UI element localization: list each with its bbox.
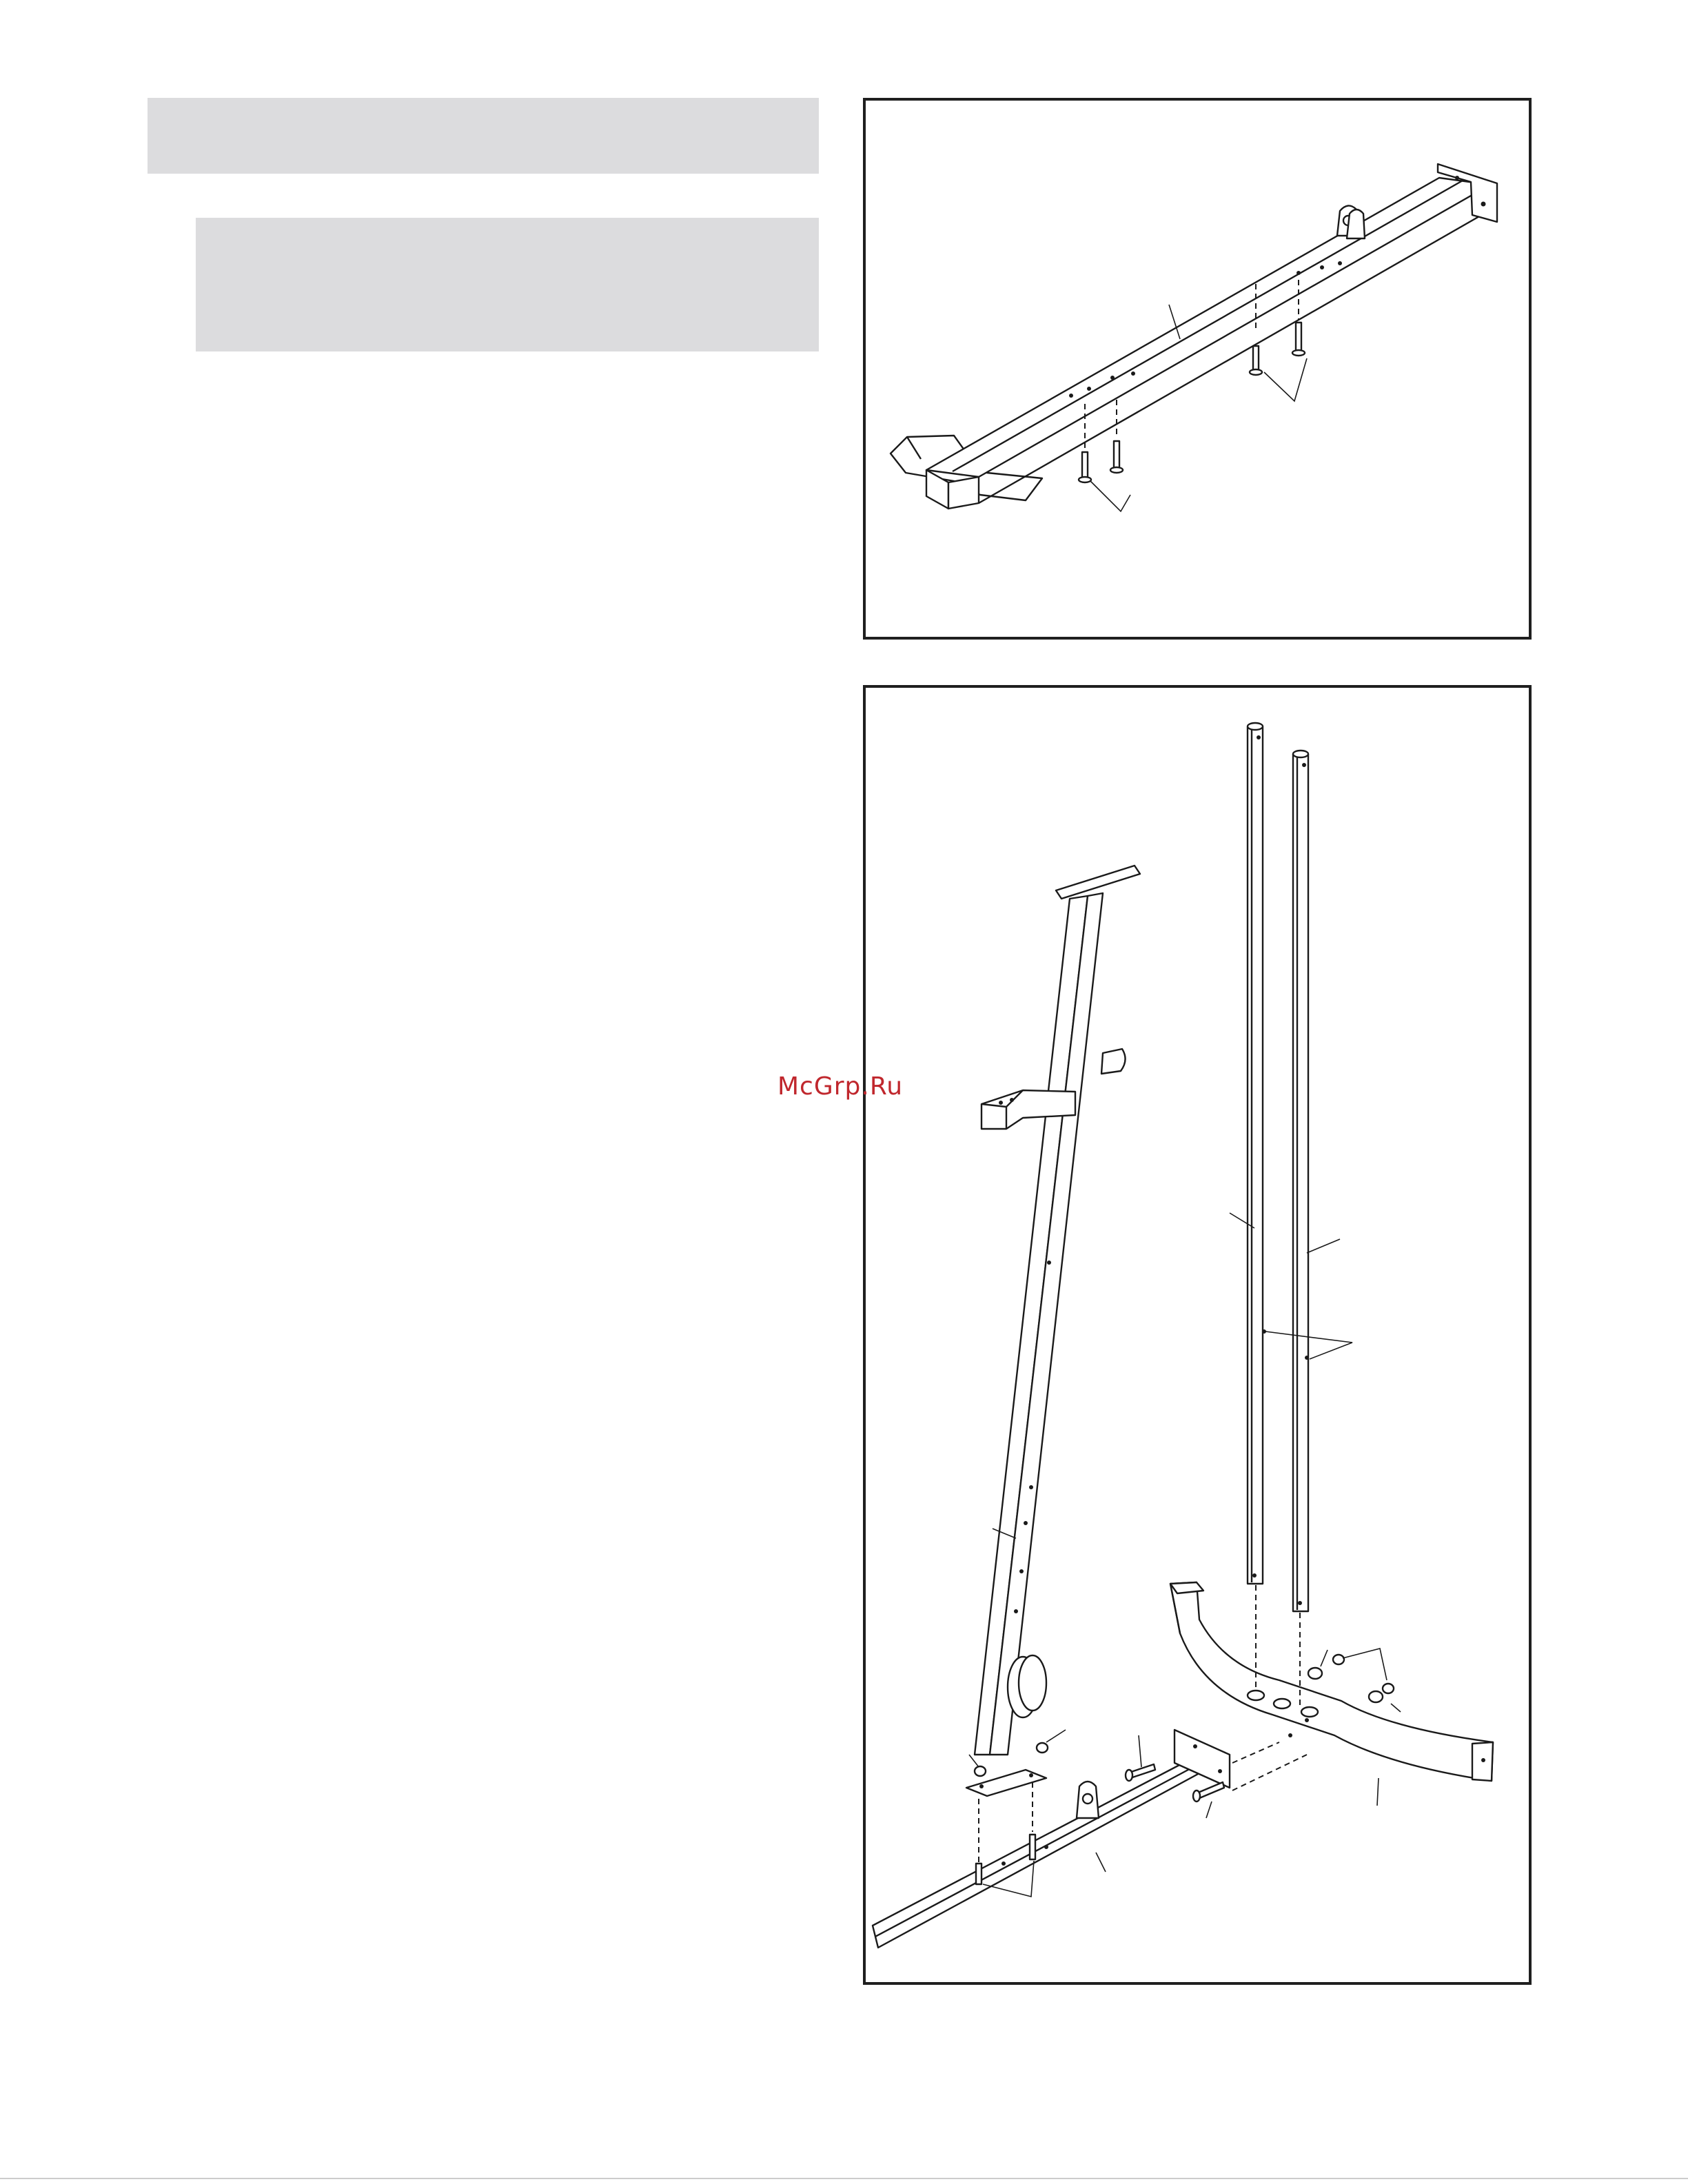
upright-post xyxy=(966,866,1140,1796)
guide-rods xyxy=(1230,723,1352,1611)
bolts-front xyxy=(1079,400,1130,511)
watermark-text: McGrp.Ru xyxy=(777,1072,904,1101)
instruction-note-box xyxy=(196,218,819,351)
figure-upright-assembly xyxy=(863,685,1532,1985)
upright-assembly-diagram xyxy=(866,688,1534,1988)
base-beam xyxy=(926,164,1497,509)
base-beam-diagram xyxy=(866,101,1534,642)
page-bottom-edge xyxy=(0,2178,1688,2179)
base-frame xyxy=(873,1730,1230,1948)
figure-base-beam xyxy=(863,98,1532,640)
instruction-header-bar xyxy=(148,98,819,174)
